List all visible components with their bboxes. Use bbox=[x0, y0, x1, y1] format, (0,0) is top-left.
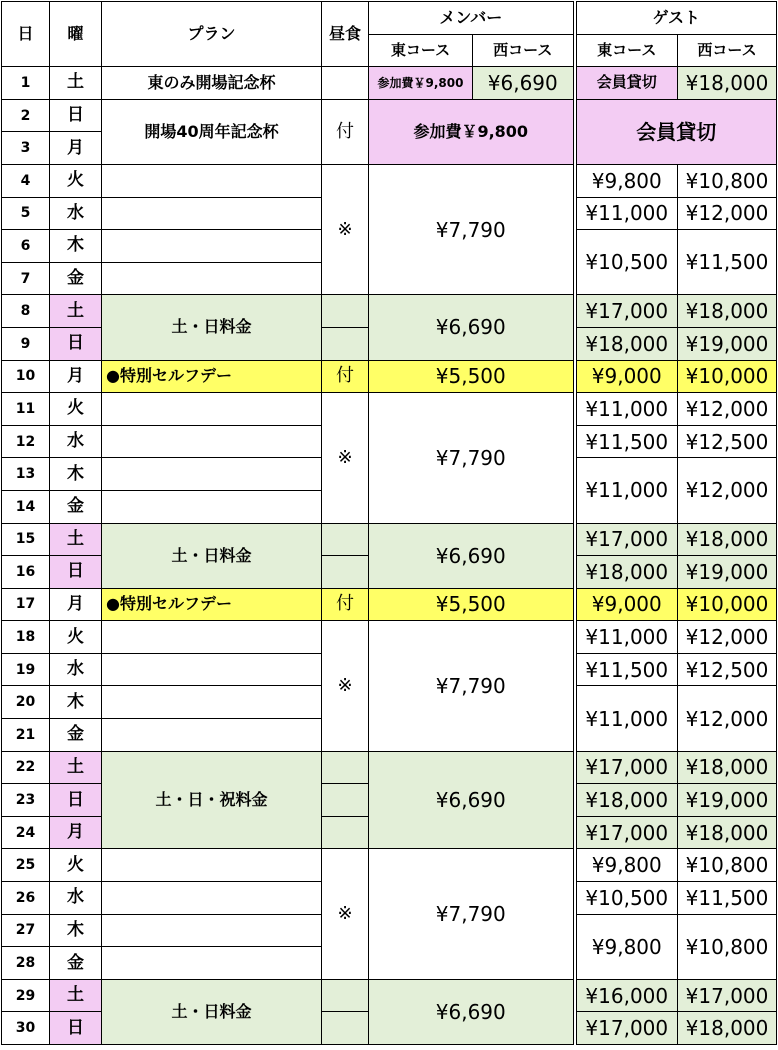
dow-cell: 水 bbox=[50, 425, 102, 458]
table-row bbox=[2, 588, 777, 621]
day-cell: 2 bbox=[2, 99, 50, 132]
guest-east-cell: ¥17,000 bbox=[575, 295, 678, 328]
day-cell: 8 bbox=[2, 295, 50, 328]
day-cell: 12 bbox=[2, 425, 50, 458]
guest-east-cell: ¥17,000 bbox=[575, 816, 678, 849]
day-cell: 25 bbox=[2, 849, 50, 882]
guest-east-cell: ¥9,000 bbox=[575, 588, 678, 621]
lunch-cell bbox=[322, 751, 369, 784]
dow-cell: 木 bbox=[50, 458, 102, 491]
plan-cell: 土・日料金 bbox=[102, 979, 322, 1044]
table-row bbox=[2, 164, 777, 197]
dow-cell: 火 bbox=[50, 393, 102, 426]
guest-price-cell: 会員貸切 bbox=[575, 99, 777, 164]
day-cell: 30 bbox=[2, 1012, 50, 1045]
dow-cell: 日 bbox=[50, 556, 102, 589]
dow-cell: 土 bbox=[50, 523, 102, 556]
day-cell: 13 bbox=[2, 458, 50, 491]
plan-cell bbox=[102, 164, 322, 197]
member-price-cell: ¥7,790 bbox=[369, 849, 575, 979]
day-cell: 9 bbox=[2, 327, 50, 360]
plan-cell bbox=[102, 621, 322, 654]
header-guest: ゲスト bbox=[575, 2, 777, 35]
day-cell: 23 bbox=[2, 784, 50, 817]
guest-west-cell: ¥18,000 bbox=[678, 1012, 777, 1045]
member-price-cell: ¥7,790 bbox=[369, 393, 575, 523]
dow-cell: 土 bbox=[50, 295, 102, 328]
guest-east-cell: ¥11,000 bbox=[575, 686, 678, 751]
day-cell: 27 bbox=[2, 914, 50, 947]
header-guest-east: 東コース bbox=[575, 34, 678, 67]
member-price-cell: 参加費￥9,800 bbox=[369, 99, 575, 164]
member-price-cell: ¥5,500 bbox=[369, 588, 575, 621]
dow-cell: 日 bbox=[50, 1012, 102, 1045]
table-row bbox=[2, 295, 777, 328]
header-plan: プラン bbox=[102, 2, 322, 67]
guest-east-cell: ¥11,000 bbox=[575, 458, 678, 523]
day-cell: 22 bbox=[2, 751, 50, 784]
dow-cell: 月 bbox=[50, 360, 102, 393]
plan-cell bbox=[102, 230, 322, 263]
member-price-cell: ¥7,790 bbox=[369, 164, 575, 294]
day-cell: 19 bbox=[2, 653, 50, 686]
lunch-cell: ※ bbox=[322, 164, 369, 294]
plan-cell: ●特別セルフデー bbox=[102, 588, 322, 621]
plan-cell bbox=[102, 393, 322, 426]
header-day: 日 bbox=[2, 2, 50, 67]
guest-west-cell: ¥10,000 bbox=[678, 588, 777, 621]
day-cell: 5 bbox=[2, 197, 50, 230]
plan-cell: 開場40周年記念杯 bbox=[102, 99, 322, 164]
guest-east-cell: ¥16,000 bbox=[575, 979, 678, 1012]
guest-west-cell: ¥12,000 bbox=[678, 686, 777, 751]
dow-cell: 日 bbox=[50, 99, 102, 132]
dow-cell: 金 bbox=[50, 262, 102, 295]
plan-cell: 土・日料金 bbox=[102, 523, 322, 588]
guest-east-cell: ¥9,800 bbox=[575, 849, 678, 882]
guest-east-cell: 会員貸切 bbox=[575, 67, 678, 100]
day-cell: 18 bbox=[2, 621, 50, 654]
lunch-cell bbox=[322, 1012, 369, 1045]
member-price-cell: ¥5,500 bbox=[369, 360, 575, 393]
dow-cell: 金 bbox=[50, 719, 102, 752]
lunch-cell bbox=[322, 979, 369, 1012]
table-row bbox=[2, 621, 777, 654]
dow-cell: 水 bbox=[50, 653, 102, 686]
guest-west-cell: ¥10,000 bbox=[678, 360, 777, 393]
plan-cell: 東のみ開場記念杯 bbox=[102, 67, 322, 100]
guest-west-cell: ¥10,800 bbox=[678, 914, 777, 979]
plan-cell bbox=[102, 719, 322, 752]
dow-cell: 月 bbox=[50, 132, 102, 165]
table-row bbox=[2, 360, 777, 393]
lunch-cell bbox=[322, 295, 369, 328]
dow-cell: 火 bbox=[50, 621, 102, 654]
day-cell: 21 bbox=[2, 719, 50, 752]
guest-west-cell: ¥12,000 bbox=[678, 393, 777, 426]
plan-cell bbox=[102, 425, 322, 458]
lunch-cell: 付 bbox=[322, 360, 369, 393]
guest-east-cell: ¥18,000 bbox=[575, 556, 678, 589]
guest-west-cell: ¥18,000 bbox=[678, 523, 777, 556]
table-row bbox=[2, 523, 777, 556]
guest-east-cell: ¥17,000 bbox=[575, 1012, 678, 1045]
day-cell: 16 bbox=[2, 556, 50, 589]
guest-west-cell: ¥11,500 bbox=[678, 230, 777, 295]
dow-cell: 月 bbox=[50, 588, 102, 621]
dow-cell: 木 bbox=[50, 914, 102, 947]
guest-west-cell: ¥12,000 bbox=[678, 197, 777, 230]
day-cell: 20 bbox=[2, 686, 50, 719]
dow-cell: 水 bbox=[50, 882, 102, 915]
header-member: メンバー bbox=[369, 2, 575, 35]
guest-west-cell: ¥10,800 bbox=[678, 849, 777, 882]
guest-east-cell: ¥9,000 bbox=[575, 360, 678, 393]
guest-east-cell: ¥11,500 bbox=[575, 425, 678, 458]
guest-west-cell: ¥19,000 bbox=[678, 784, 777, 817]
plan-cell: ●特別セルフデー bbox=[102, 360, 322, 393]
guest-west-cell: ¥18,000 bbox=[678, 751, 777, 784]
guest-east-cell: ¥10,500 bbox=[575, 882, 678, 915]
dow-cell: 木 bbox=[50, 686, 102, 719]
lunch-cell bbox=[322, 67, 369, 100]
day-cell: 29 bbox=[2, 979, 50, 1012]
guest-east-cell: ¥11,000 bbox=[575, 621, 678, 654]
member-price-cell: ¥6,690 bbox=[369, 523, 575, 588]
plan-cell bbox=[102, 653, 322, 686]
guest-east-cell: ¥11,000 bbox=[575, 393, 678, 426]
dow-cell: 土 bbox=[50, 979, 102, 1012]
guest-east-cell: ¥11,500 bbox=[575, 653, 678, 686]
dow-cell: 金 bbox=[50, 490, 102, 523]
lunch-cell: ※ bbox=[322, 393, 369, 523]
table-row bbox=[2, 849, 777, 882]
plan-cell bbox=[102, 490, 322, 523]
plan-cell bbox=[102, 882, 322, 915]
plan-cell bbox=[102, 197, 322, 230]
plan-cell bbox=[102, 914, 322, 947]
dow-cell: 月 bbox=[50, 816, 102, 849]
dow-cell: 水 bbox=[50, 197, 102, 230]
header-row-1 bbox=[2, 2, 777, 35]
guest-east-cell: ¥9,800 bbox=[575, 164, 678, 197]
guest-east-cell: ¥18,000 bbox=[575, 327, 678, 360]
table-row bbox=[2, 751, 777, 784]
dow-cell: 日 bbox=[50, 784, 102, 817]
dow-cell: 火 bbox=[50, 849, 102, 882]
member-price-cell: ¥6,690 bbox=[369, 979, 575, 1044]
lunch-cell: ※ bbox=[322, 621, 369, 751]
day-cell: 24 bbox=[2, 816, 50, 849]
member-price-cell: ¥6,690 bbox=[369, 751, 575, 849]
guest-west-cell: ¥12,000 bbox=[678, 621, 777, 654]
day-cell: 14 bbox=[2, 490, 50, 523]
dow-cell: 金 bbox=[50, 947, 102, 980]
price-calendar-table bbox=[1, 1, 777, 1045]
table-row bbox=[2, 67, 777, 100]
plan-cell bbox=[102, 947, 322, 980]
lunch-cell: ※ bbox=[322, 849, 369, 979]
header-guest-west: 西コース bbox=[678, 34, 777, 67]
guest-west-cell: ¥18,000 bbox=[678, 295, 777, 328]
guest-east-cell: ¥11,000 bbox=[575, 197, 678, 230]
guest-west-cell: ¥18,000 bbox=[678, 816, 777, 849]
lunch-cell bbox=[322, 523, 369, 556]
guest-west-cell: ¥18,000 bbox=[678, 67, 777, 100]
day-cell: 1 bbox=[2, 67, 50, 100]
plan-cell: 土・日料金 bbox=[102, 295, 322, 360]
guest-east-cell: ¥18,000 bbox=[575, 784, 678, 817]
guest-east-cell: ¥17,000 bbox=[575, 751, 678, 784]
day-cell: 15 bbox=[2, 523, 50, 556]
plan-cell bbox=[102, 686, 322, 719]
lunch-cell bbox=[322, 327, 369, 360]
dow-cell: 土 bbox=[50, 67, 102, 100]
guest-west-cell: ¥10,800 bbox=[678, 164, 777, 197]
header-member-east: 東コース bbox=[369, 34, 473, 67]
member-price-cell: ¥7,790 bbox=[369, 621, 575, 751]
table-row bbox=[2, 393, 777, 426]
guest-west-cell: ¥12,500 bbox=[678, 425, 777, 458]
guest-west-cell: ¥11,500 bbox=[678, 882, 777, 915]
lunch-cell bbox=[322, 816, 369, 849]
plan-cell bbox=[102, 458, 322, 491]
dow-cell: 火 bbox=[50, 164, 102, 197]
day-cell: 3 bbox=[2, 132, 50, 165]
member-west-cell: ¥6,690 bbox=[473, 67, 575, 100]
plan-cell bbox=[102, 849, 322, 882]
table-row bbox=[2, 99, 777, 132]
lunch-cell: 付 bbox=[322, 99, 369, 164]
guest-east-cell: ¥10,500 bbox=[575, 230, 678, 295]
day-cell: 26 bbox=[2, 882, 50, 915]
guest-east-cell: ¥17,000 bbox=[575, 523, 678, 556]
day-cell: 7 bbox=[2, 262, 50, 295]
day-cell: 11 bbox=[2, 393, 50, 426]
plan-cell: 土・日・祝料金 bbox=[102, 751, 322, 849]
dow-cell: 土 bbox=[50, 751, 102, 784]
dow-cell: 日 bbox=[50, 327, 102, 360]
day-cell: 10 bbox=[2, 360, 50, 393]
header-dow: 曜 bbox=[50, 2, 102, 67]
lunch-cell bbox=[322, 556, 369, 589]
day-cell: 17 bbox=[2, 588, 50, 621]
guest-west-cell: ¥19,000 bbox=[678, 327, 777, 360]
guest-west-cell: ¥12,000 bbox=[678, 458, 777, 523]
day-cell: 6 bbox=[2, 230, 50, 263]
header-lunch: 昼食 bbox=[322, 2, 369, 67]
lunch-cell bbox=[322, 784, 369, 817]
member-price-cell: ¥6,690 bbox=[369, 295, 575, 360]
table-row bbox=[2, 979, 777, 1012]
day-cell: 28 bbox=[2, 947, 50, 980]
member-east-cell: 参加費￥9,800 bbox=[369, 67, 473, 100]
dow-cell: 木 bbox=[50, 230, 102, 263]
header-member-west: 西コース bbox=[473, 34, 575, 67]
lunch-cell: 付 bbox=[322, 588, 369, 621]
guest-west-cell: ¥12,500 bbox=[678, 653, 777, 686]
guest-west-cell: ¥19,000 bbox=[678, 556, 777, 589]
guest-west-cell: ¥17,000 bbox=[678, 979, 777, 1012]
guest-east-cell: ¥9,800 bbox=[575, 914, 678, 979]
plan-cell bbox=[102, 262, 322, 295]
day-cell: 4 bbox=[2, 164, 50, 197]
